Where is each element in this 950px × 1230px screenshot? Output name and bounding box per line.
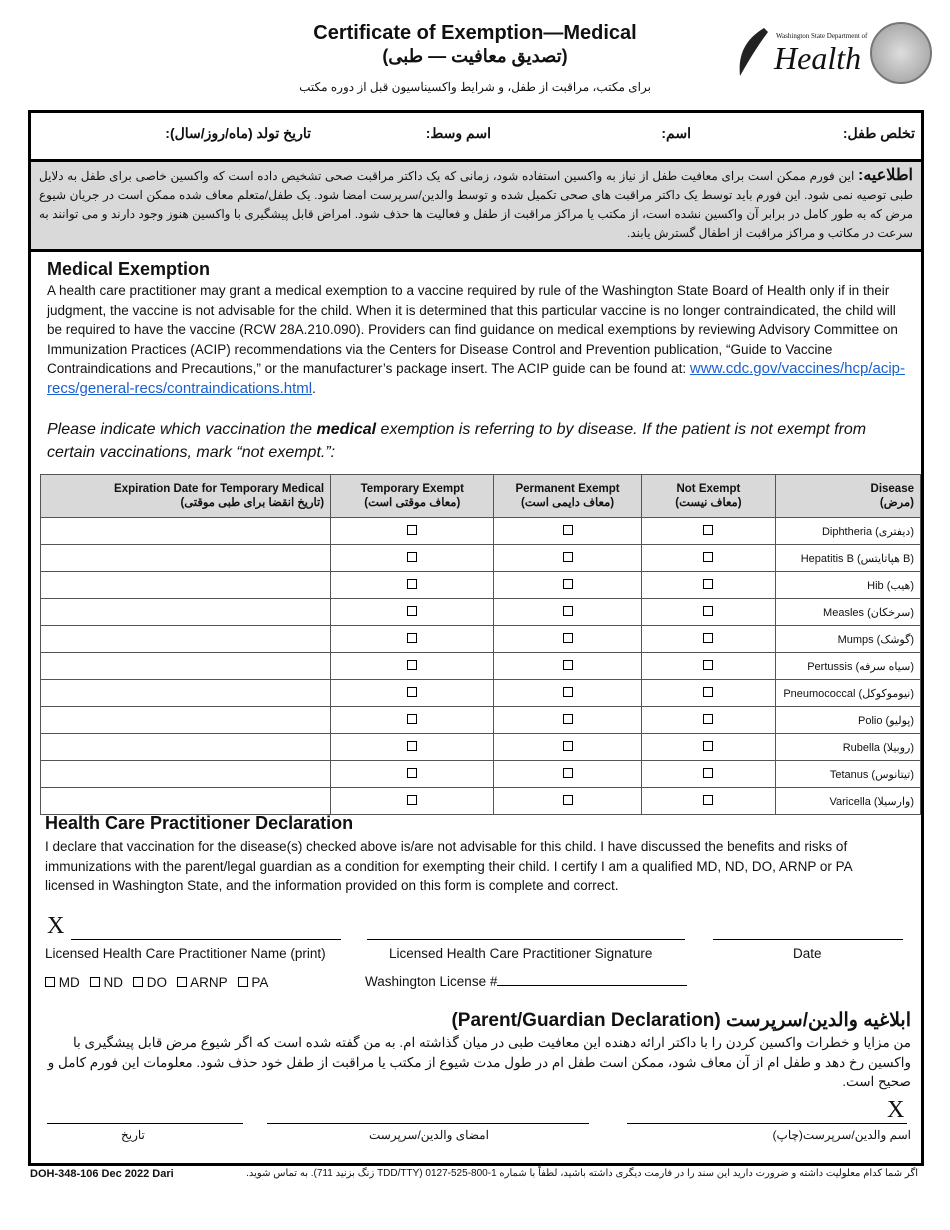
permanent-exempt-checkbox[interactable] <box>563 633 573 643</box>
credential-label: PA <box>251 975 269 990</box>
not-exempt-checkbox[interactable] <box>703 633 713 643</box>
header-fa: (مرض) <box>879 497 914 509</box>
credential-checkbox[interactable] <box>45 977 55 987</box>
header-fa: (معاف موقتی است) <box>364 497 461 509</box>
table-row <box>41 572 921 599</box>
expiration-date-cell[interactable] <box>41 761 331 788</box>
medical-exemption-text: A health care practitioner may grant a medical exemption to a vaccine required by rule of the Washington State Board of Health only if in their judgment, the vaccine is not advisable for the child. When it is determined that this particular vaccine is no longer contraindicated, the child will be required to have the vaccine (RCW 28A.210.090). Providers can find guidance on medical exemptions by reviewing Advisory Committee on Immunization Practices (ACIP) recommendations via the Centers for Disease Control and Prevention publication, “Guide to Vaccine Contraindications and Precautions,” or the manufacturer’s package insert. The ACIP guide can be found at: www.cdc.gov/vaccines/hcp/acip-recs/general-recs/contraindications.html. <box>47 283 905 397</box>
parent-name-label: اسم والدین/سرپرست(چاپ) <box>772 1128 911 1142</box>
parent-text: من مزایا و خطرات واکسین کردن را با داکتر ارائه دهنده این معافیت طبی در میان گذاشته ام. به من گفته شده است که اگر شیوع مرض قابل پیشگیری با واکسین رخ دهد و طفل ام از آن معاف شود، ممکن است طفل ام در طول مدت شیوع از مکتب یا مراقبت از طفل خود حذف شود. معلومات این فورم کامل و صحیح است. <box>47 1035 911 1089</box>
temporary-exempt-checkbox[interactable] <box>407 552 417 562</box>
table-row <box>41 545 921 572</box>
parent-date-label: تاریخ <box>121 1128 145 1142</box>
notice-text: این فورم ممکن است برای معافیت طفل از نیاز به واکسین استفاده شود، زمانی که یک داکتر مراقبت صحی تشخیص داده است که واکسین خاصی برای طفل به دلایل طبی توصیه نمی شود. این فورم باید توسط یک داکتر مراقبت های صحی تکمیل شده و توسط والدین/سرپرست امضا شود. یک طفل/متعلم معاف شده ممکن است در جریان شیوع مرض که به طور کامل در برابر آن واکسین نشده است، از مکتب یا مراکز مراقبت از طفل و فعالیت ها حذف شود. امراض قابل پیشگیری با واکسین هنوز وجود دارند و می توانند به سرعت در مکاتب و مراکز مراقبت از اطفال گسترش یابند. <box>39 169 913 240</box>
form-code: DOH-348-106 Dec 2022 Dari <box>30 1168 174 1180</box>
practitioner-date-line[interactable] <box>713 939 903 940</box>
practitioner-name-line[interactable] <box>71 939 341 940</box>
column-header <box>776 475 921 518</box>
permanent-exempt-checkbox[interactable] <box>563 606 573 616</box>
license-label: Washington License # <box>365 974 498 989</box>
not-exempt-checkbox[interactable] <box>703 606 713 616</box>
parent-date-line[interactable] <box>47 1123 243 1124</box>
middle-name-label[interactable]: اسم وسط: <box>425 125 491 141</box>
parent-signature-label: امضای والدین/سرپرست <box>369 1128 489 1142</box>
header-fa: (معاف نیست) <box>675 497 742 509</box>
disease-cell: Pertussis (سیاه سرفه) <box>776 653 921 680</box>
temporary-exempt-checkbox[interactable] <box>407 660 417 670</box>
temporary-exempt-checkbox[interactable] <box>407 714 417 724</box>
parent-heading: ابلاغیه والدین/سرپرست (Parent/Guardian Declaration) <box>451 1010 911 1031</box>
not-exempt-checkbox[interactable] <box>703 741 713 751</box>
medical-exemption-heading: Medical Exemption <box>47 259 211 279</box>
temporary-exempt-checkbox[interactable] <box>407 525 417 535</box>
table-row <box>41 788 921 815</box>
instr-a: Please indicate which vaccination the <box>47 421 317 438</box>
column-header <box>41 475 331 518</box>
cdc-link[interactable]: www.cdc.gov/vaccines/hcp/acip-recs/general-recs/contraindications.html <box>47 360 905 397</box>
table-row <box>41 599 921 626</box>
permanent-exempt-checkbox[interactable] <box>563 525 573 535</box>
permanent-exempt-checkbox[interactable] <box>563 714 573 724</box>
expiration-date-cell[interactable] <box>41 653 331 680</box>
table-row <box>41 653 921 680</box>
credential-option[interactable] <box>45 975 80 990</box>
expiration-date-cell[interactable] <box>41 572 331 599</box>
expiration-date-cell[interactable] <box>41 707 331 734</box>
medical-text: A health care practitioner may grant a medical exemption to a vaccine required by rule of the Washington State Board of Health only if in their judgment, the vaccine is not advisable for the child. When it is determined that this particular vaccine is no longer contraindicated, the child will be required to have the vaccine (RCW 28A.210.090). Providers can find guidance on medical exemptions by reviewing Advisory Committee on Immunization Practices (ACIP) recommendations via the Centers for Disease Control and Prevention publication, “Guide to Vaccine Contraindications and Precautions,” or the manufacturer’s package insert. The ACIP guide can be found at: <box>47 283 898 376</box>
expiration-date-cell[interactable] <box>41 734 331 761</box>
signature-x: X <box>47 913 65 939</box>
practitioner-text: I declare that vaccination for the disease(s) checked above is/are not advisable for this child. I have discussed the benefits and risks of immunizations with the parent/legal guardian as a condition for exempting their child. I certify I am a qualified MD, ND, DO, ARNP or PA licensed in Washington State, and the information provided on this form is complete and correct. <box>45 839 852 893</box>
form-frame <box>28 110 924 1166</box>
temporary-exempt-checkbox[interactable] <box>407 768 417 778</box>
credential-option[interactable] <box>90 975 123 990</box>
expiration-date-cell[interactable] <box>41 626 331 653</box>
not-exempt-checkbox[interactable] <box>703 687 713 697</box>
parent-name-line[interactable] <box>627 1123 907 1124</box>
not-exempt-checkbox[interactable] <box>703 795 713 805</box>
practitioner-signature-line[interactable] <box>367 939 685 940</box>
header-en: Disease <box>870 483 914 495</box>
temporary-exempt-checkbox[interactable] <box>407 633 417 643</box>
credential-checkbox[interactable] <box>238 977 248 987</box>
exemption-table <box>40 474 921 815</box>
credential-checkbox[interactable] <box>177 977 187 987</box>
notice-box <box>31 162 921 252</box>
permanent-exempt-checkbox[interactable] <box>563 660 573 670</box>
disease-cell: Tetanus (تیتانوس) <box>776 761 921 788</box>
table-row <box>41 707 921 734</box>
credential-checkboxes <box>45 975 278 990</box>
credential-label: MD <box>58 975 80 990</box>
header-en: Expiration Date for Temporary Medical <box>114 483 325 495</box>
not-exempt-checkbox[interactable] <box>703 579 713 589</box>
column-header <box>494 475 641 518</box>
parent-signature-x: X <box>887 1097 905 1123</box>
credential-checkbox[interactable] <box>133 977 143 987</box>
credential-label: DO <box>146 975 168 990</box>
disease-cell: Mumps (گوشک) <box>776 626 921 653</box>
not-exempt-checkbox[interactable] <box>703 714 713 724</box>
disease-cell: Diphtheria (دیفتری) <box>776 518 921 545</box>
table-row <box>41 734 921 761</box>
column-header <box>641 475 776 518</box>
permanent-exempt-checkbox[interactable] <box>563 687 573 697</box>
date-label: Date <box>793 946 822 961</box>
not-exempt-checkbox[interactable] <box>703 660 713 670</box>
disease-cell: Pneumococcal (نیوموکوکل) <box>776 680 921 707</box>
disease-cell: Varicella (وارسیلا) <box>776 788 921 815</box>
last-name-label[interactable]: تخلص طفل: <box>842 125 915 141</box>
practitioner-heading: Health Care Practitioner Declaration <box>45 813 354 833</box>
signature-label: Licensed Health Care Practitioner Signature <box>389 946 653 961</box>
doh-logo <box>730 20 930 84</box>
credential-option[interactable] <box>238 975 269 990</box>
permanent-exempt-checkbox[interactable] <box>563 795 573 805</box>
state-seal-icon <box>870 22 932 84</box>
disease-cell: Rubella (روبیلا) <box>776 734 921 761</box>
header-en: Temporary Exempt <box>360 483 464 495</box>
expiration-date-cell[interactable] <box>41 788 331 815</box>
license-field[interactable] <box>365 974 687 989</box>
dob-label[interactable]: تاریخ تولد (ماه/روز/سال): <box>165 125 311 141</box>
form-subtitle: برای مکتب، مراقبت از طفل، و شرایط واکسیناسیون قبل از دوره مکتب <box>299 80 651 94</box>
logo-small-text: Washington State Department of <box>776 32 868 40</box>
expiration-date-cell[interactable] <box>41 599 331 626</box>
name-label: Licensed Health Care Practitioner Name (print) <box>45 946 326 961</box>
form-title-dari: (تصدیق معافیت — طبی) <box>382 46 568 66</box>
permanent-exempt-checkbox[interactable] <box>563 579 573 589</box>
temporary-exempt-checkbox[interactable] <box>407 687 417 697</box>
form-title: Certificate of Exemption—Medical <box>313 22 637 44</box>
table-row <box>41 626 921 653</box>
disease-cell: Hepatitis B (هپاتایتس B) <box>776 545 921 572</box>
credential-label: ARNP <box>190 975 228 990</box>
table-row <box>41 518 921 545</box>
feather-icon <box>734 26 770 78</box>
instructions <box>47 418 907 464</box>
credential-option[interactable] <box>133 975 167 990</box>
header-en: Not Exempt <box>676 483 741 495</box>
credential-option[interactable] <box>177 975 228 990</box>
column-header <box>331 475 494 518</box>
not-exempt-checkbox[interactable] <box>703 552 713 562</box>
permanent-exempt-checkbox[interactable] <box>563 741 573 751</box>
credential-checkbox[interactable] <box>90 977 100 987</box>
instr-b: medical <box>316 421 377 438</box>
expiration-date-cell[interactable] <box>41 518 331 545</box>
instr-c: exemption is referring to by disease. If the patient is not exempt from certain vaccinations, mark “not exempt.”: <box>47 421 867 461</box>
parent-signature-line[interactable] <box>267 1123 589 1124</box>
logo-big-text: Health <box>774 40 862 76</box>
temporary-exempt-checkbox[interactable] <box>407 606 417 616</box>
header-fa: (معاف دایمی است) <box>521 497 615 509</box>
accessibility-notice: اگر شما کدام معلولیت داشته و ضرورت دارید این سند را در فارمت دیگری داشته باشید، لطفاً با شماره 1-800-525-0127 (TDD/TTY زنگ بزنید 711). به تماس شوید. <box>246 1168 918 1179</box>
table-row <box>41 761 921 788</box>
not-exempt-checkbox[interactable] <box>703 768 713 778</box>
temporary-exempt-checkbox[interactable] <box>407 579 417 589</box>
permanent-exempt-checkbox[interactable] <box>563 552 573 562</box>
expiration-date-cell[interactable] <box>41 680 331 707</box>
permanent-exempt-checkbox[interactable] <box>563 768 573 778</box>
temporary-exempt-checkbox[interactable] <box>407 741 417 751</box>
disease-cell: Hib (هیب) <box>776 572 921 599</box>
temporary-exempt-checkbox[interactable] <box>407 795 417 805</box>
expiration-date-cell[interactable] <box>41 545 331 572</box>
header-fa: (تاریخ انقضا برای طبی موقتی) <box>180 497 325 509</box>
not-exempt-checkbox[interactable] <box>703 525 713 535</box>
first-name-label[interactable]: اسم: <box>661 125 691 141</box>
disease-cell: Measles (سرخکان) <box>776 599 921 626</box>
notice-label: اطلاعیه: <box>857 167 913 184</box>
table-row <box>41 680 921 707</box>
credential-label: ND <box>103 975 124 990</box>
header-en: Permanent Exempt <box>515 483 620 495</box>
child-info-fields <box>31 113 921 162</box>
disease-cell: Polio (پولیو) <box>776 707 921 734</box>
